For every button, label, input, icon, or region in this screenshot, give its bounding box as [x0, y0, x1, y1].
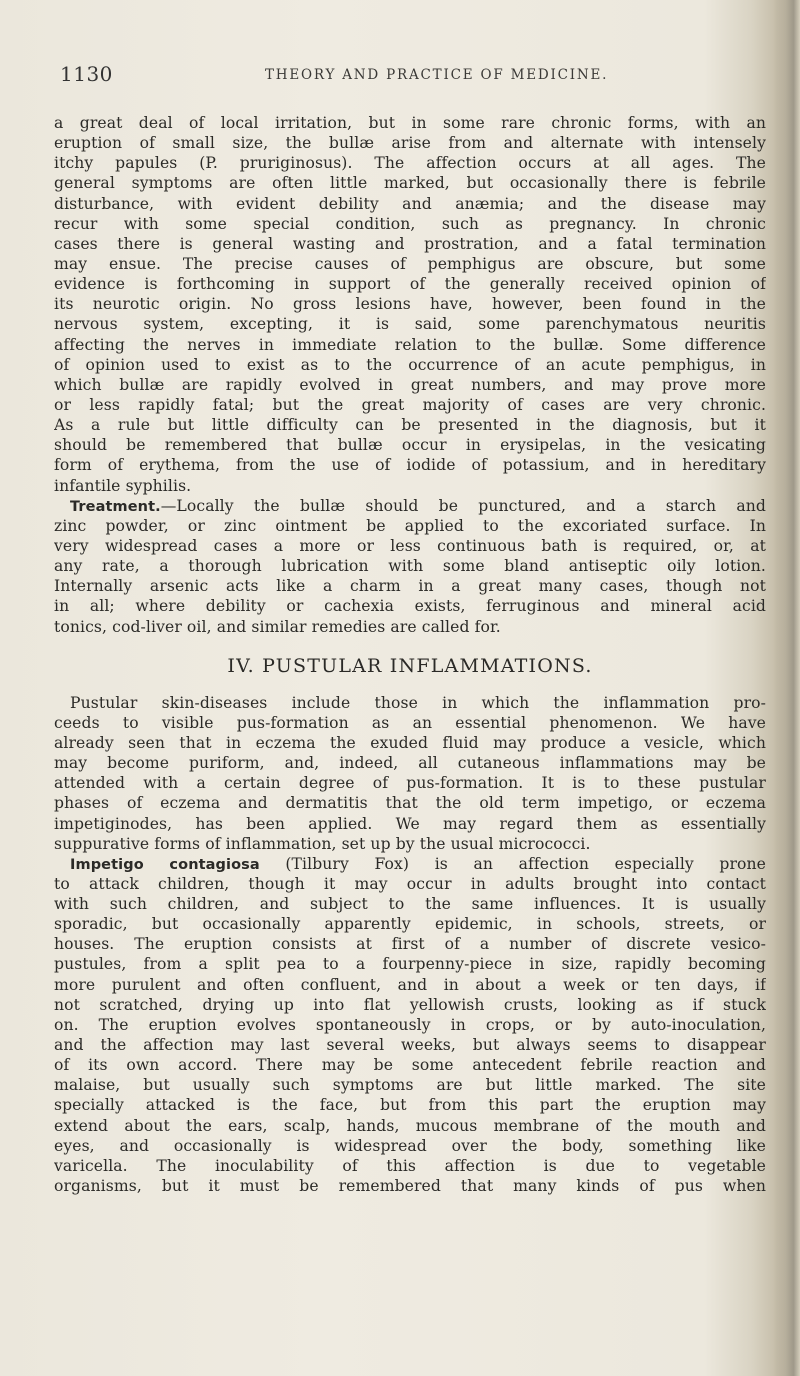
text-line: or less rapidly fatal; but the great majority of cases are very chronic. [54, 395, 766, 414]
section-heading: IV. PUSTULAR INFLAMMATIONS. [227, 654, 593, 677]
text-line: of opinion used to exist as to the occurrence of an acute pemphigus, in [54, 355, 766, 374]
text-line: not scratched, drying up into flat yellowish crusts, looking as if stuck [54, 995, 766, 1014]
text-line: nervous system, excepting, it is said, some parenchymatous neuritis [54, 315, 766, 334]
text-line: very widespread cases a more or less continuous bath is required, or, at [54, 536, 766, 555]
page-edge-shadow [774, 0, 800, 1376]
impetigo-label: Impetigo contagiosa [70, 856, 260, 873]
text-line: infantile syphilis. [54, 476, 192, 495]
text-line: cases there is general wasting and prostration, and a fatal termination [54, 234, 766, 253]
text-line: malaise, but usually such symptoms are but little marked. The site [54, 1076, 766, 1095]
text-line: phases of eczema and dermatitis that the old term impetigo, or eczema [54, 794, 766, 813]
text-line: affecting the nerves in immediate relation to the bullæ. Some difference [54, 335, 766, 354]
pustular-paragraph [54, 693, 766, 854]
text-line: extend about the ears, scalp, hands, mucous membrane of the mouth and [54, 1116, 766, 1135]
text-line: its neurotic origin. No gross lesions have, however, been found in the [54, 295, 766, 314]
text-line: with such children, and subject to the same influences. It is usually [54, 895, 766, 914]
text-line [54, 854, 766, 874]
text-line: already seen that in eczema the exuded fluid may produce a vesicle, which [54, 733, 766, 752]
text-line: on. The eruption evolves spontaneously in crops, or by auto-inoculation, [54, 1015, 766, 1034]
page-header [60, 62, 760, 92]
text-line: ceeds to visible pus-formation as an essential phenomenon. We have [54, 713, 766, 732]
text-line: Pustular skin-diseases include those in which the inflammation pro- [70, 693, 766, 712]
text-line [54, 496, 766, 516]
text-line: more purulent and often confluent, and in about a week or ten days, if [54, 975, 766, 994]
pemphigus-paragraph [54, 113, 766, 496]
text-line: sporadic, but occasionally apparently epidemic, in schools, streets, or [54, 915, 766, 934]
text-line: houses. The eruption consists at first of a number of discrete vesico- [54, 935, 766, 954]
treatment-label: Treatment. [70, 498, 161, 515]
text-line: organisms, but it must be remembered that many kinds of pus when [54, 1177, 766, 1196]
text-line: attended with a certain degree of pus-formation. It is to these pustular [54, 774, 766, 793]
text-line: recur with some special condition, such as pregnancy. In chronic [54, 214, 766, 233]
text-line: which bullæ are rapidly evolved in great numbers, and may prove more [54, 375, 766, 394]
text-line: impetiginodes, has been applied. We may regard them as essentially [54, 814, 766, 833]
text-line: disturbance, with evident debility and anæmia; and the disease may [54, 194, 766, 213]
text-line: any rate, a thorough lubrication with some bland antiseptic oily lotion. [54, 557, 766, 576]
impetigo-text: (Tilbury Fox) is an affection especially prone [259, 854, 766, 873]
impetigo-paragraph [54, 854, 766, 1196]
text-line: As a rule but little difficulty can be presented in the diagnosis, but it [54, 416, 766, 435]
text-line: varicella. The inoculability of this affection is due to vegetable [54, 1156, 766, 1175]
text-line: a great deal of local irritation, but in some rare chronic forms, with an [54, 114, 766, 132]
text-line: tonics, cod-liver oil, and similar remedies are called for. [54, 617, 501, 636]
text-line: pustules, from a split pea to a fourpenny-piece in size, rapidly becoming [54, 955, 766, 974]
text-line: should be remembered that bullæ occur in erysipelas, in the vesicating [54, 436, 766, 455]
text-line: to attack children, though it may occur in adults brought into contact [54, 874, 766, 893]
text-line: of its own accord. There may be some antecedent febrile reaction and [54, 1056, 766, 1075]
text-line: may ensue. The precise causes of pemphigus are obscure, but some [54, 254, 766, 273]
text-line: evidence is forthcoming in support of the generally received opinion of [54, 275, 766, 294]
running-head: THEORY AND PRACTICE OF MEDICINE. [265, 67, 609, 83]
text-line: general symptoms are often little marked, but occasionally there is febrile [54, 174, 766, 193]
text-line: itchy papules (P. pruriginosus). The affection occurs at all ages. The [54, 154, 766, 173]
treatment-paragraph [54, 496, 766, 637]
text-line: may become puriform, and, indeed, all cutaneous inflammations may be [54, 754, 766, 773]
text-line: eyes, and occasionally is widespread over the body, something like [54, 1136, 766, 1155]
text-line: Internally arsenic acts like a charm in a great many cases, though not [54, 577, 766, 596]
text-line: and the affection may last several weeks, but always seems to disappear [54, 1036, 766, 1055]
body-text [54, 113, 766, 1196]
text-line: eruption of small size, the bullæ arise from and alternate with intensely [54, 134, 766, 153]
text-line: form of erythema, from the use of iodide of potassium, and in hereditary [54, 456, 766, 475]
text-line: specially attacked is the face, but from this part the eruption may [54, 1096, 766, 1115]
text-line: in all; where debility or cachexia exists, ferruginous and mineral acid [54, 597, 766, 616]
treatment-text: —Locally the bullæ should be punctured, and a starch and [160, 496, 766, 515]
page-number: 1130 [60, 62, 113, 86]
text-line: suppurative forms of inflammation, set up by the usual micrococci. [54, 834, 591, 853]
text-line: zinc powder, or zinc ointment be applied to the excoriated surface. In [54, 516, 766, 535]
